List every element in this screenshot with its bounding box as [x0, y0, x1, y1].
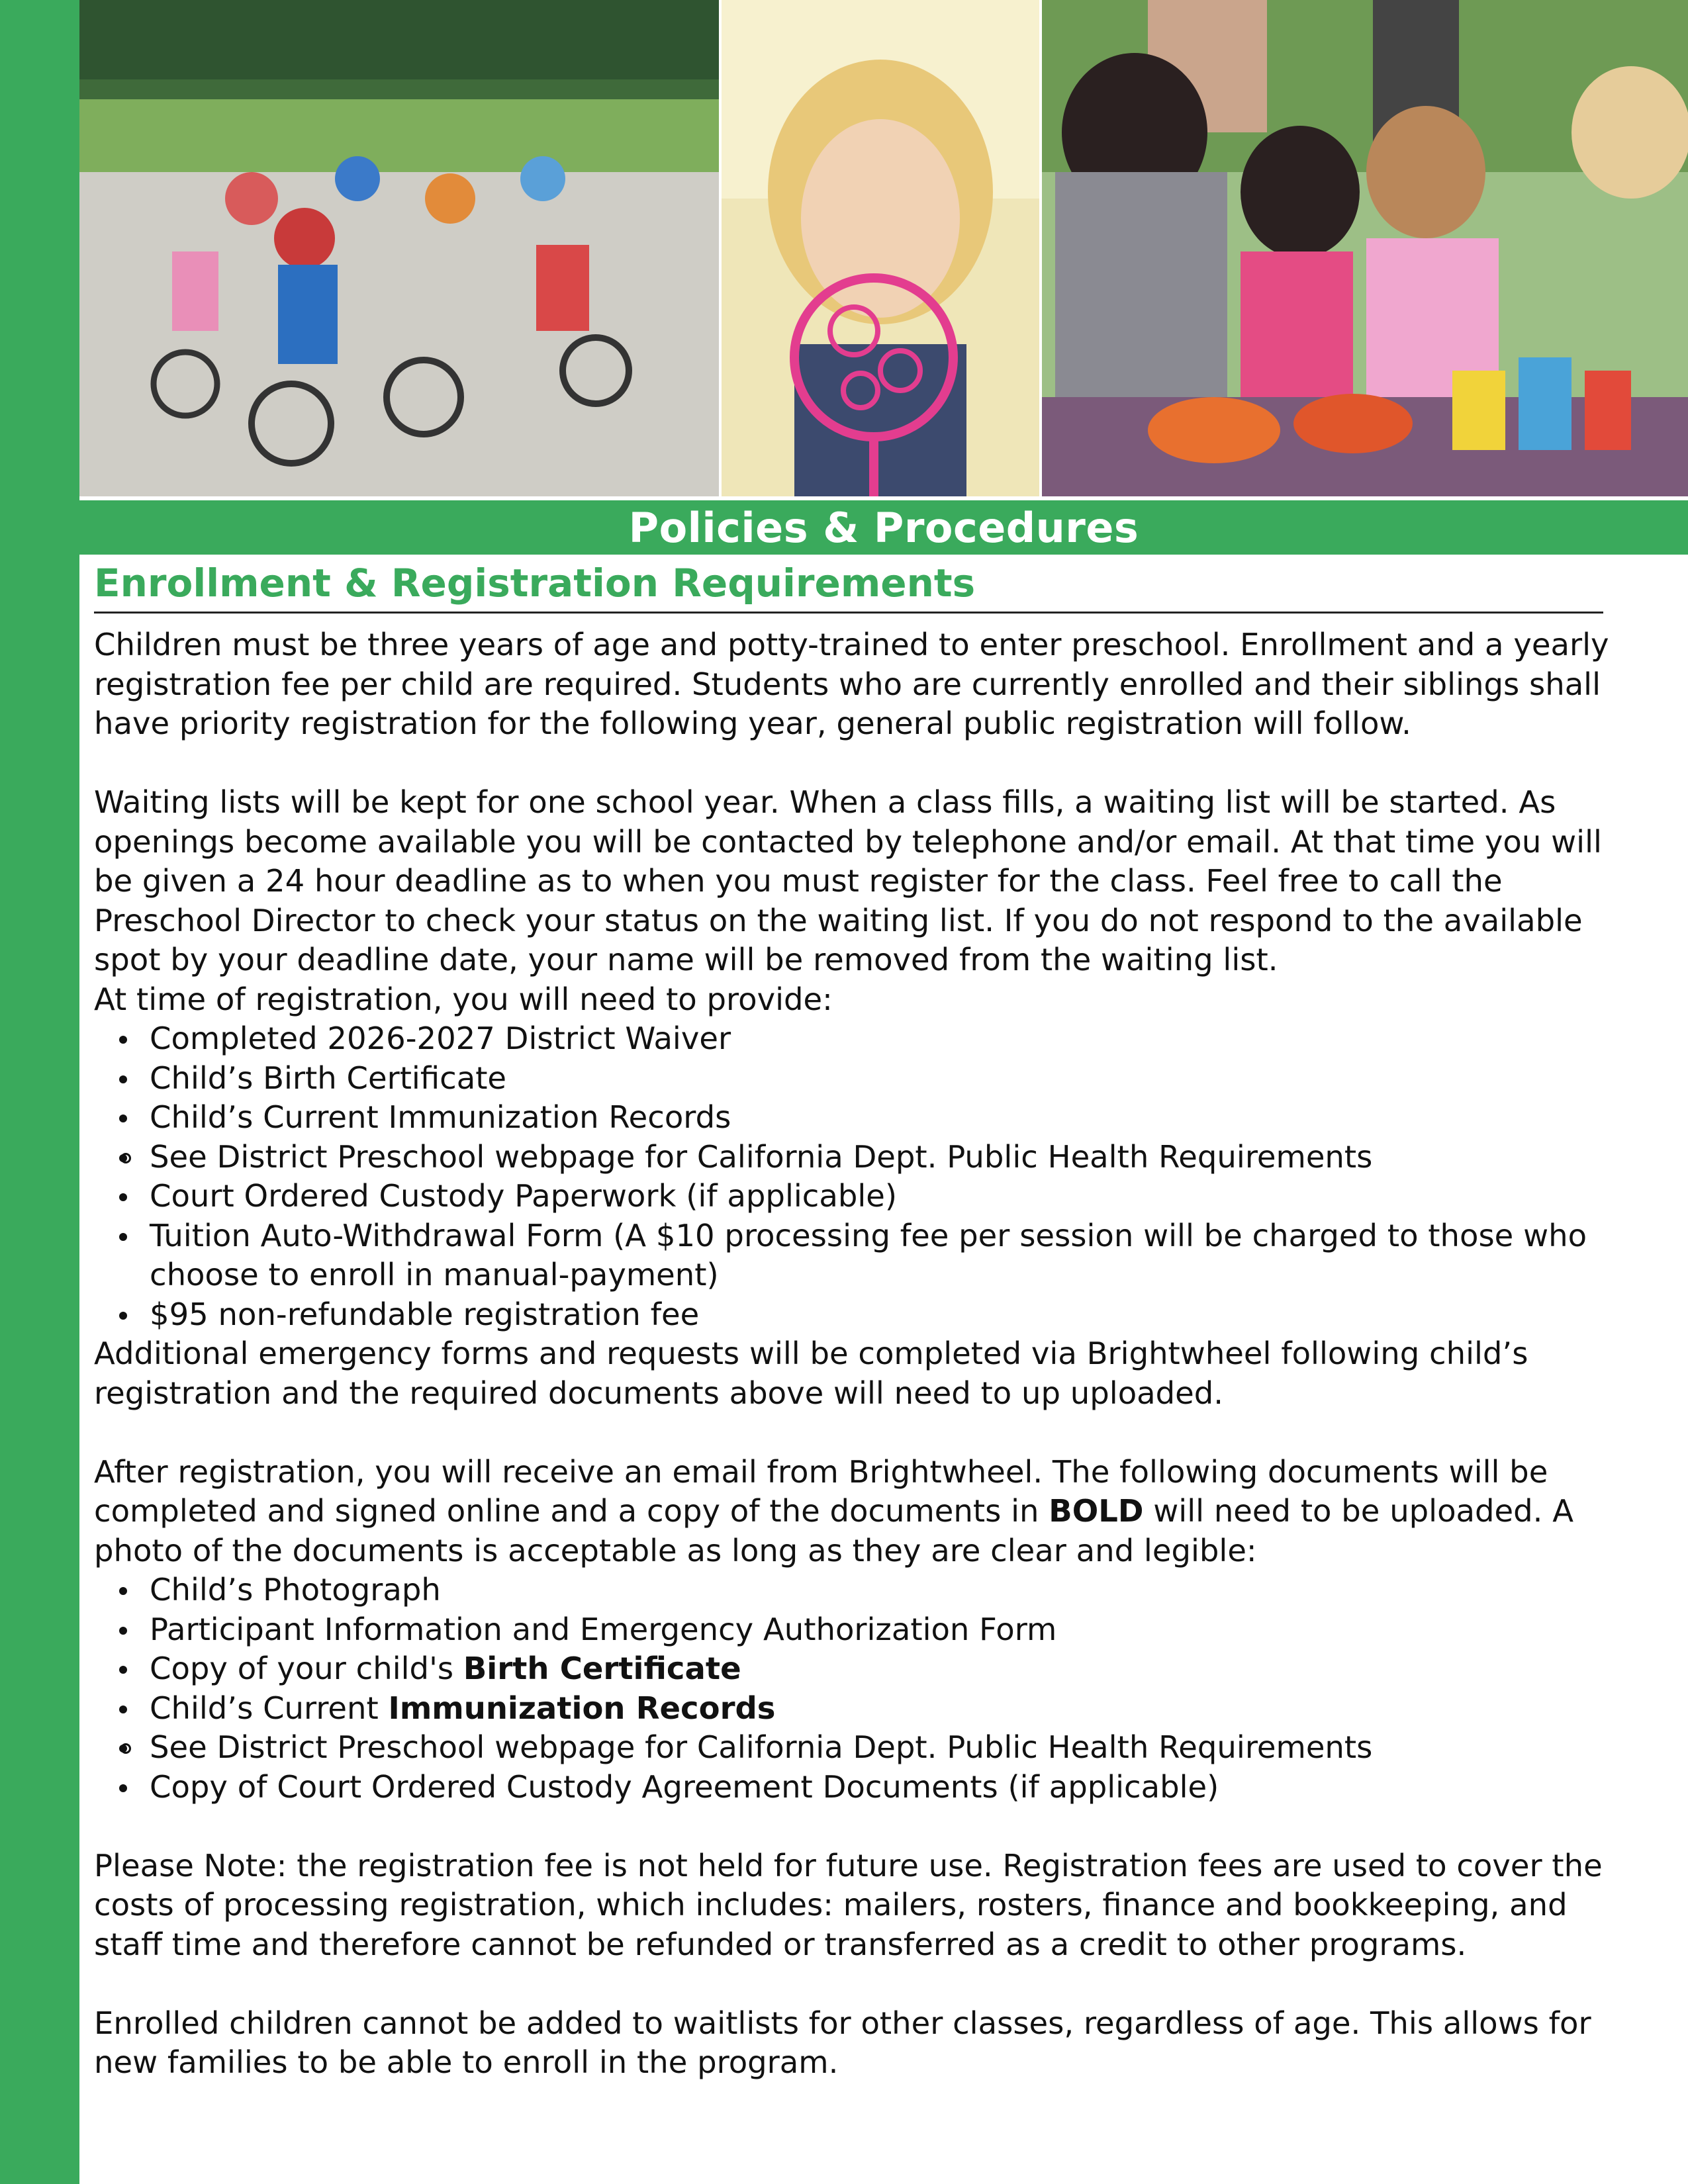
waiting-list-paragraph: Waiting lists will be kept for one school year. When a class fills, a waiting list will be started. As openings become available you will be contacted by telephone and/or email. At that time you will be given a 24 hour deadline as to when you must register for the class. Feel free to call the Preschool Director to check your status on the waiting list. If you do not respond to the available spot by your deadline date, your name will be removed from the waiting list. [94, 784, 1602, 978]
sub-list-item: See District Preschool webpage for California Dept. Public Health Requirements [38, 1728, 1610, 1768]
page-title: Policies & Procedures [628, 503, 1139, 552]
list-item: Tuition Auto-Withdrawal Form (A $10 processing fee per session will be charged to those who choose to enroll in manual-payment) [94, 1216, 1610, 1295]
list-item: Child’s Photograph [94, 1570, 1610, 1610]
list-item: Child’s Current Immunization Records [94, 1098, 1610, 1138]
list-item: Copy of Court Ordered Custody Agreement Documents (if applicable) [94, 1768, 1610, 1807]
provide-intro: At time of registration, you will need to provide: [94, 981, 833, 1017]
sub-list-item: See District Preschool webpage for California Dept. Public Health Requirements [38, 1138, 1610, 1177]
list-item: Completed 2026-2027 District Waiver [94, 1019, 1610, 1059]
list-item: Child’s Birth Certificate [94, 1059, 1610, 1099]
main-content [94, 556, 1610, 2083]
list-item: Court Ordered Custody Paperwork (if applicable) [94, 1177, 1610, 1216]
section-heading: Enrollment & Registration Requirements [94, 561, 976, 606]
registration-fee-note: Please Note: the registration fee is not held for future use. Registration fees are used to cover the costs of processing registration, which includes: mailers, rosters, finance and bookkeeping, and staff time and therefore cannot be refunded or transferred as a credit to other programs. [94, 1847, 1603, 1962]
heading-divider [94, 612, 1603, 614]
sublist-container [94, 1138, 1610, 1177]
list-item: $95 non-refundable registration fee [94, 1295, 1610, 1335]
sublist-container [94, 1728, 1610, 1768]
intro-paragraph: Children must be three years of age and potty-trained to enter preschool. Enrollment and a yearly registration fee per child are required. Students who are currently enrolled and their siblings shall have priority registration for the following year, general public registration will follow. [94, 627, 1609, 741]
registration-requirements-list [94, 1019, 1610, 1334]
photo-kids-on-bikes [79, 0, 719, 496]
bold-keyword: BOLD [1049, 1493, 1144, 1529]
list-item: Participant Information and Emergency Authorization Form [94, 1610, 1610, 1650]
list-item: Copy of your child's Birth Certificate [94, 1649, 1610, 1689]
list-item: Child’s Current Immunization Records [94, 1689, 1610, 1729]
photo-child-bubbles [722, 0, 1039, 496]
left-green-bar [0, 0, 79, 2184]
after-registration-paragraph: After registration, you will receive an email from Brightwheel. The following documents will be completed and signed online and a copy of the documents in BOLD will need to be uploaded. A photo of the documents is acceptable as long as they are clear and legible: [94, 1453, 1574, 1569]
header-photo-strip [79, 0, 1688, 496]
enrolled-children-paragraph: Enrolled children cannot be added to waitlists for other classes, regardless of age. This allows for new families to be able to enroll in the program. [94, 2005, 1591, 2080]
brightwheel-documents-list [94, 1570, 1610, 1807]
photo-kids-crafts [1042, 0, 1688, 496]
additional-forms-paragraph: Additional emergency forms and requests will be completed via Brightwheel following child’s registration and the required documents above will need to up uploaded. [94, 1336, 1528, 1411]
title-band [79, 500, 1688, 555]
